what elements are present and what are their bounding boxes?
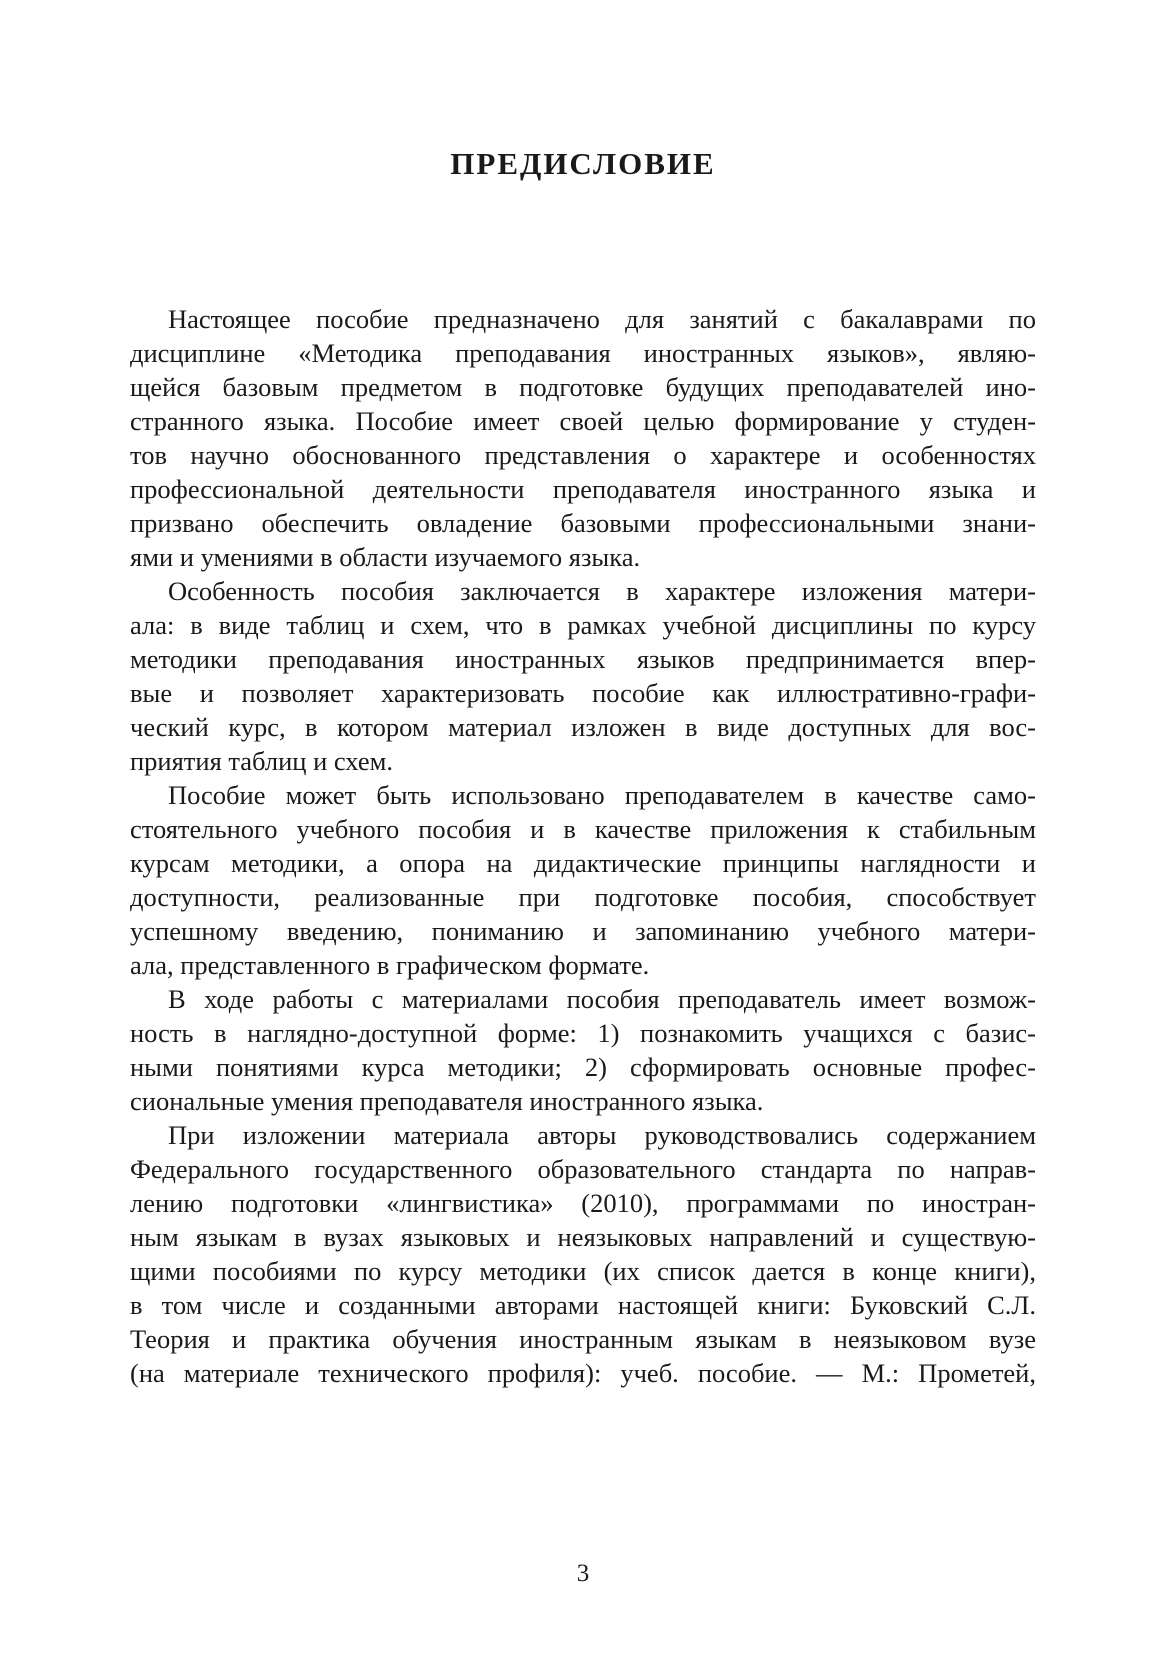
text-line: Особенность пособия заключается в характере изложения матери-	[168, 576, 1036, 606]
text-line: Теория и практика обучения иностранным языкам в неязыковом вузе	[130, 1324, 1036, 1354]
text-line: ными понятиями курса методики; 2) сформировать основные профес-	[130, 1052, 1036, 1082]
page-number: 3	[576, 1560, 590, 1587]
text-line: ность в наглядно-доступной форме: 1) познакомить учащихся с базис-	[130, 1018, 1036, 1048]
text-line: приятия таблиц и схем.	[130, 746, 394, 776]
text-line: вые и позволяет характеризовать пособие как иллюстративно-графи-	[130, 678, 1036, 708]
text-line: тов научно обоснованного представления о характере и особенностях	[130, 440, 1036, 470]
text-line: Пособие может быть использовано преподавателем в качестве само-	[168, 780, 1036, 810]
text-line: щими пособиями по курсу методики (их список дается в конце книги),	[130, 1256, 1036, 1286]
text-line: в том числе и созданными авторами настоящей книги: Буковский С.Л.	[130, 1290, 1036, 1320]
text-line: Настоящее пособие предназначено для занятий с бакалаврами по	[168, 304, 1036, 334]
text-line: странного языка. Пособие имеет своей целью формирование у студен-	[130, 406, 1036, 436]
text-line: ным языкам в вузах языковых и неязыковых направлений и существую-	[130, 1222, 1036, 1252]
text-line: При изложении материала авторы руководствовались содержанием	[168, 1120, 1036, 1150]
text-line: стоятельного учебного пособия и в качестве приложения к стабильным	[130, 814, 1036, 844]
text-line: ала: в виде таблиц и схем, что в рамках учебной дисциплины по курсу	[130, 610, 1036, 640]
text-line: ческий курс, в котором материал изложен в виде доступных для вос-	[130, 712, 1036, 742]
text-line: ала, представленного в графическом формате.	[130, 950, 650, 980]
text-line: курсам методики, а опора на дидактические принципы наглядности и	[130, 848, 1036, 878]
text-line: дисциплине «Методика преподавания иностранных языков», являю-	[130, 338, 1036, 368]
text-line: ями и умениями в области изучаемого языка.	[130, 542, 641, 572]
text-line: методики преподавания иностранных языков предпринимается впер-	[130, 644, 1036, 674]
text-line: щейся базовым предметом в подготовке будущих преподавателей ино-	[130, 372, 1036, 402]
text-line: Федерального государственного образовательного стандарта по направ-	[130, 1154, 1036, 1184]
page-title: ПРЕДИСЛОВИЕ	[450, 146, 716, 181]
text-line: лению подготовки «лингвистика» (2010), программами по иностран-	[130, 1188, 1036, 1218]
text-line: успешному введению, пониманию и запоминанию учебного матери-	[130, 916, 1036, 946]
text-line: В ходе работы с материалами пособия преподаватель имеет возмож-	[168, 984, 1036, 1014]
text-line: доступности, реализованные при подготовке пособия, способствует	[130, 882, 1036, 912]
text-line: сиональные умения преподавателя иностранного языка.	[130, 1086, 764, 1116]
text-line: (на материале технического профиля): учеб. пособие. — М.: Прометей,	[130, 1358, 1036, 1388]
text-line: призвано обеспечить овладение базовыми профессиональными знани-	[130, 508, 1036, 538]
text-line: профессиональной деятельности преподавателя иностранного языка и	[130, 474, 1036, 504]
